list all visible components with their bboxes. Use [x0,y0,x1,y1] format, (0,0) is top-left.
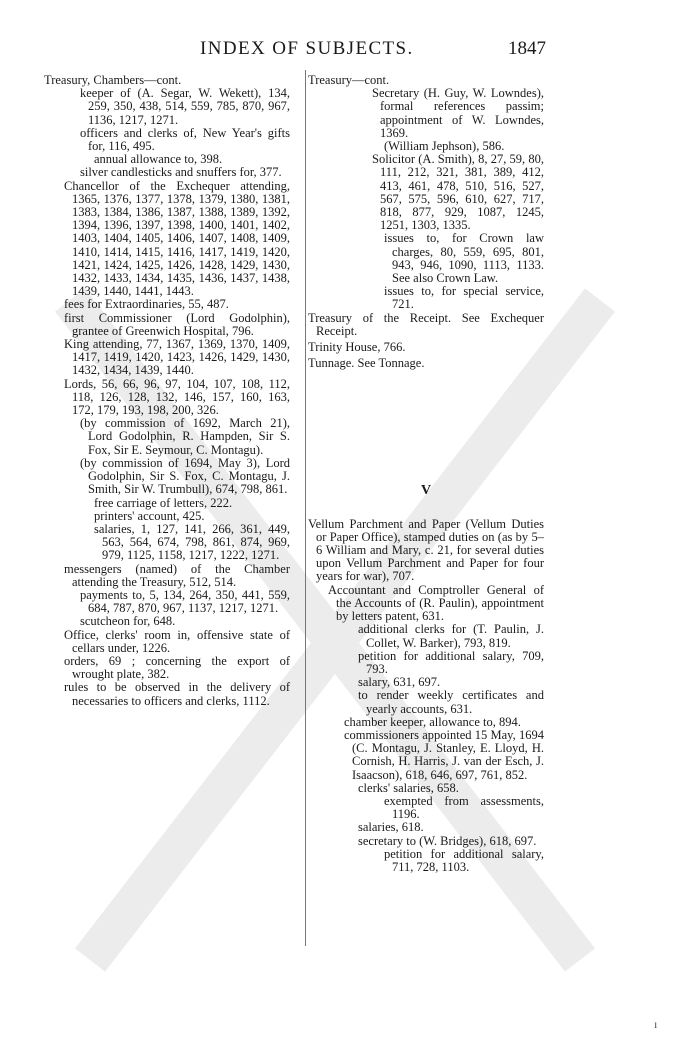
page-number: 1847 [508,38,546,59]
index-entry: Solicitor (A. Smith), 8, 27, 59, 80, 111, 212, 321, 381, 389, 412, 413, 461, 478, 510, 516, 527, 567, 575, 596, 610, 627, 717, 818, 877, 929, 1087, 1245, 1251, 1303, 1335. [372,152,544,233]
index-entry: salaries, 618. [358,820,424,835]
index-entry: messengers (named) of the Chamber attending the Treasury, 512, 514. [64,561,290,589]
left-column [44,74,290,708]
right-column [308,74,544,874]
index-entry: to render weekly certificates and yearly accounts, 631. [358,688,544,716]
index-entry: Treasury—cont. [308,73,390,87]
index-entry: keeper of (A. Segar, W. Wekett), 134, 259, 350, 438, 514, 559, 785, 870, 967, 1136, 1217, 1271. [80,86,290,127]
index-entry: Tunnage. See Tonnage. [308,356,425,371]
index-entry: Vellum Parchment and Paper (Vellum Duties or Paper Office), stamped duties on (as by 5–6 William and Mary, c. 21, for several duties upon Vellum Parchment and Paper for four years for war), 707. [308,516,544,584]
index-entry: issues to, for special service, 721. [384,284,544,312]
index-entry: clerks' salaries, 658. [358,780,459,795]
index-entry: printers' account, 425. [94,508,205,523]
index-entry: Lords, 56, 66, 96, 97, 104, 107, 108, 112, 118, 126, 128, 132, 146, 157, 160, 163, 172, 179, 193, 198, 200, 326. [64,376,290,418]
index-entry: commissioners appointed 15 May, 1694 (C. Montagu, J. Stanley, E. Lloyd, H. Cornish, H. Harris, J. van der Esch, J. Isaacson), 618, 646, 697, 761, 852. [344,727,544,782]
index-entry: petition for additional salary, 711, 728, 1103. [384,846,544,874]
page-header [0,38,673,62]
index-entry: (William Jephson), 586. [384,139,505,154]
running-title: INDEX OF SUBJECTS. [200,38,414,59]
index-entry: rules to be observed in the delivery of necessaries to officers and clerks, 1112. [64,680,290,708]
index-entry: additional clerks for (T. Paulin, J. Collet, W. Barker), 793, 819. [358,622,544,650]
index-entry: secretary to (W. Bridges), 618, 697. [358,833,537,848]
index-entry: Secretary (H. Guy, W. Lowndes), formal references passim; appointment of W. Lowndes, 1369. [372,86,544,140]
index-entry: Accountant and Comptroller General of the Accounts of (R. Paulin), appointment by letters patent, 631. [328,582,544,624]
index-entry: (by commission of 1694, May 3), Lord Godolphin, Sir S. Fox, C. Montagu, J. Smith, Sir W. Trumbull), 674, 798, 861. [80,455,290,497]
index-entry: petition for additional salary, 709, 793. [358,648,544,676]
index-entry: Trinity House, 766. [308,340,406,355]
index-entry: chamber keeper, allowance to, 894. [344,714,521,729]
stray-mark: ı [654,1017,658,1031]
right-column-bottom-entries [308,518,544,874]
index-entry: salary, 631, 697. [358,675,441,690]
index-entry: King attending, 77, 1367, 1369, 1370, 1409, 1417, 1419, 1420, 1423, 1426, 1429, 1430, 1432, 1434, 1439, 1440. [64,337,290,378]
index-entry: Office, clerks' room in, offensive state of cellars under, 1226. [64,627,290,655]
right-column-top-entries [308,74,544,370]
index-entry: salaries, 1, 127, 141, 266, 361, 449, 563, 564, 674, 798, 861, 874, 969, 979, 1125, 1158, 1217, 1222, 1271. [94,521,290,563]
index-entry: (by commission of 1692, March 21), Lord Godolphin, R. Hampden, Sir S. Fox, Sir E. Seymour, C. Montagu). [80,416,290,457]
index-entry: silver candlesticks and snuffers for, 377. [80,165,282,180]
index-entry: exempted from assessments, 1196. [384,793,544,822]
index-entry: free carriage of letters, 222. [94,495,233,510]
index-entry: orders, 69 ; concerning the export of wrought plate, 382. [64,653,290,682]
index-entry: payments to, 5, 134, 264, 350, 441, 559, 684, 787, 870, 967, 1137, 1217, 1271. [80,587,290,616]
index-entry: first Commissioner (Lord Godolphin), grantee of Greenwich Hospital, 796. [64,310,290,338]
column-divider [305,70,306,946]
index-entry: Treasury of the Receipt. See Exchequer Receipt. [308,310,544,338]
section-letter: V [420,483,432,499]
index-entry: scutcheon for, 648. [80,614,176,629]
index-entry: Chancellor of the Exchequer attending, 1365, 1376, 1377, 1378, 1379, 1380, 1381, 1383, 1384, 1386, 1387, 1388, 1389, 1392, 1394, 1396, 1397, 1398, 1400, 1401, 1402, 1403, 1404, 1405, 1406, 1407, 1408, 1409, 1410, 1414, 1415, 1416, 1417, 1419, 1420, 1421, 1424, 1425, 1426, 1428, 1429, 1430, 1432, 1433, 1434, 1435, 1436, 1437, 1438, 1439, 1440, 1441, 1443. [64,178,290,299]
index-entry: Treasury, Chambers—cont. [44,73,182,87]
index-entry: fees for Extraordinaries, 55, 487. [64,297,229,312]
index-entry: annual allowance to, 398. [94,152,223,167]
index-entry: officers and clerks of, New Year's gifts for, 116, 495. [80,125,290,154]
index-entry: issues to, for Crown law charges, 80, 559, 695, 801, 943, 946, 1090, 1113, 1133. See also Crown Law. [384,231,544,286]
